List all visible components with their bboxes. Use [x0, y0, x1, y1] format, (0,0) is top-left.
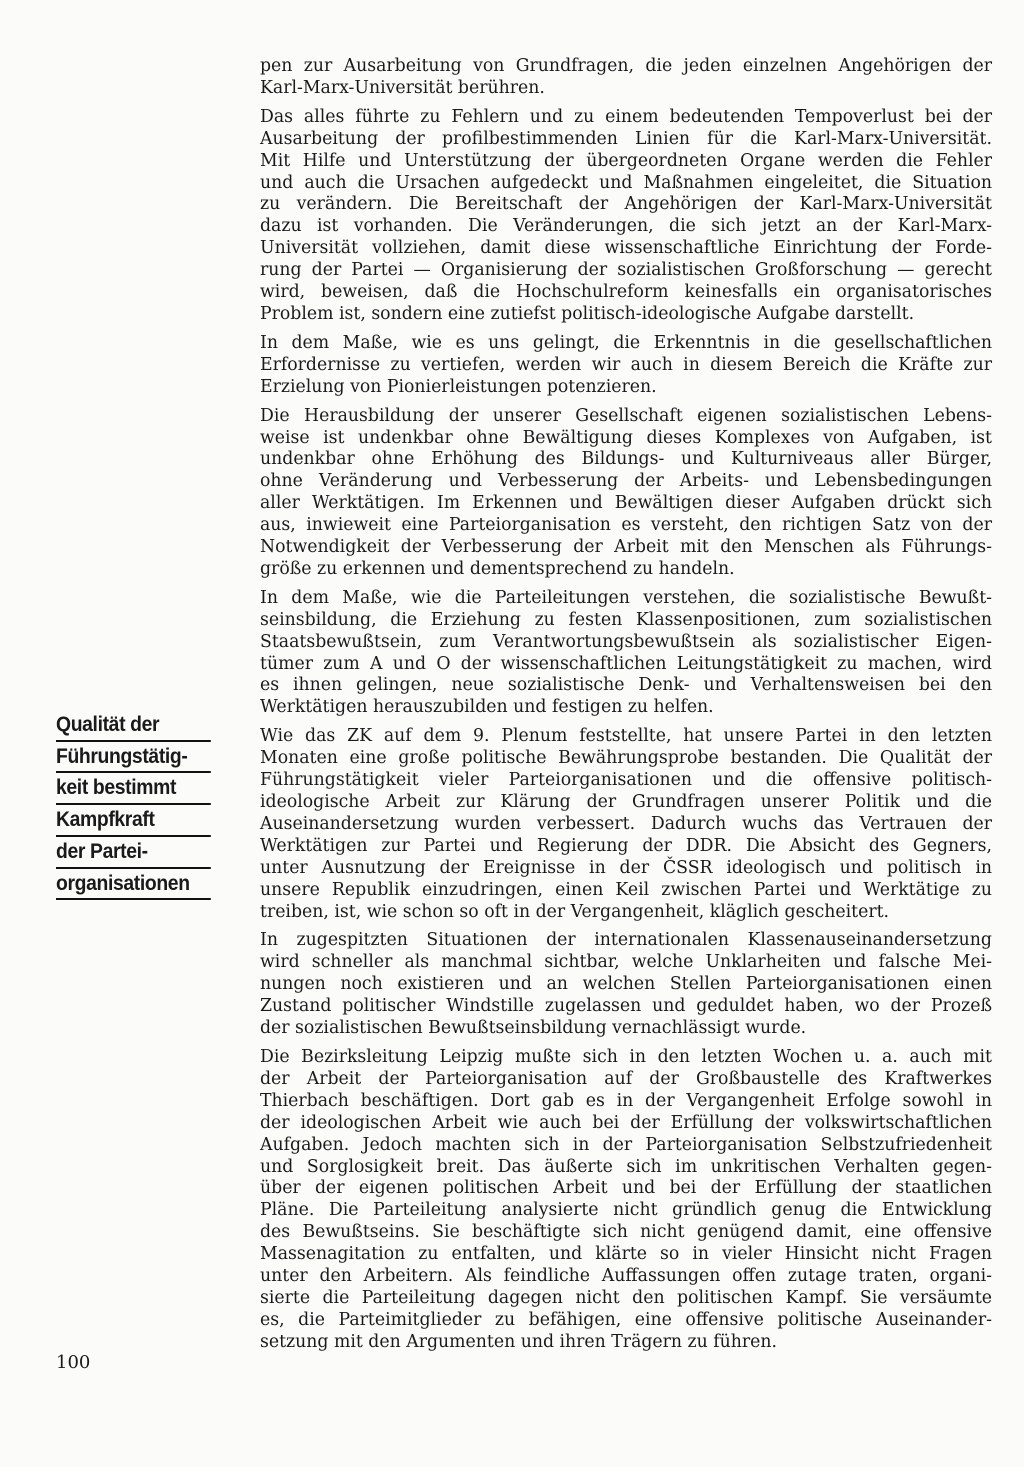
text-line: seinsbildung, die Erziehung zu festen Klassenpositionen, zum sozialistischen [260, 609, 992, 630]
text-line: Massenagitation zu entfalten, und klärte so in vieler Hinsicht nicht Fragen [260, 1244, 992, 1265]
text-line: Das alles führte zu Fehlern und zu einem bedeutenden Tempoverlust bei der [260, 106, 992, 127]
text-line: Pläne. Die Parteileitung analysierte nicht gründlich genug die Entwicklung [260, 1200, 992, 1221]
text-line: Die Bezirksleitung Leipzig mußte sich in den letzten Wochen u. a. auch mit [260, 1046, 992, 1067]
text-line: Staatsbewußtsein, zum Verantwortungsbewußtsein als sozialistischer Eigen- [260, 631, 992, 652]
text-line: Wie das ZK auf dem 9. Plenum feststellte, hat unsere Partei in den letzten [260, 726, 992, 747]
paragraph [260, 333, 992, 399]
text-line: Monaten eine große politische Bewährungsprobe bestanden. Die Qualität der [260, 748, 992, 769]
margin-heading-line: organisationen [56, 869, 211, 901]
text-line: Die Herausbildung der unserer Gesellschaft eigenen sozialistischen Lebens- [260, 405, 992, 426]
margin-heading-line: Kampfkraft [56, 805, 211, 837]
text-line: Werktätigen herauszubilden und festigen zu helfen. [260, 697, 714, 718]
text-line: Karl-Marx-Universität berühren. [260, 77, 545, 98]
text-line: aller Werktätigen. Im Erkennen und Bewältigen dieser Aufgaben drückt sich [260, 493, 992, 514]
text-line: Universität vollziehen, damit diese wissenschaftliche Einrichtung der Forde- [260, 238, 992, 259]
text-line: Erfordernisse zu vertiefen, werden wir auch in diesem Bereich die Kräfte zur [260, 354, 992, 375]
text-line: Ausarbeitung der profilbestimmenden Linien für die Karl-Marx-Universität. [260, 128, 992, 149]
text-line: tümer zum A und O der wissenschaftlichen Leitungstätigkeit zu machen, wird [260, 653, 992, 674]
text-line: über der eigenen politischen Arbeit und bei der Erfüllung der staatlichen [260, 1178, 992, 1199]
paragraph [260, 56, 992, 100]
text-line: Führungstätigkeit vieler Parteiorganisationen und die offensive politisch- [260, 770, 992, 791]
text-line: zu verändern. Die Bereitschaft der Angehörigen der Karl-Marx-Universität [260, 194, 992, 215]
text-line: und Sorglosigkeit breit. Das äußerte sich im unkritischen Verhalten gegen- [260, 1156, 992, 1177]
paragraph [260, 1047, 992, 1354]
text-line: Notwendigkeit der Verbesserung der Arbeit mit den Menschen als Führungs- [260, 537, 992, 558]
text-line: Auseinandersetzung wurden verbessert. Dadurch wuchs das Vertrauen der [260, 813, 992, 834]
text-line: rung der Partei — Organisierung der sozialistischen Großforschung — gerecht [260, 260, 992, 281]
text-line: In zugespitzten Situationen der internationalen Klassenauseinandersetzung [260, 930, 992, 951]
text-line: aus, inwieweit eine Parteiorganisation es versteht, den richtigen Satz von der [260, 515, 992, 536]
text-line: und auch die Ursachen aufgedeckt und Maßnahmen eingeleitet, die Situation [260, 172, 992, 193]
text-line: unsere Republik einzudringen, einen Keil zwischen Partei und Werktätige zu [260, 879, 992, 900]
text-line: wird schneller als manchmal sichtbar, welche Unklarheiten und falsche Mei- [260, 952, 992, 973]
text-line: der Arbeit der Parteiorganisation auf der Großbaustelle des Kraftwerkes [260, 1068, 992, 1089]
text-line: wird, beweisen, daß die Hochschulreform keinesfalls ein organisatorisches [260, 282, 992, 303]
text-line: Problem ist, sondern eine zutiefst politisch-ideologische Aufgabe darstellt. [260, 303, 915, 324]
text-line: Zustand politischer Windstille zugelassen und geduldet haben, wo der Prozeß [260, 996, 992, 1017]
text-line: Erzielung von Pionierleistungen potenzieren. [260, 376, 657, 397]
text-line: ideologische Arbeit zur Klärung der Grundfragen unserer Politik und die [260, 792, 992, 812]
text-line: es ihnen gelingen, neue sozialistische Denk- und Verhaltensweisen bei den [260, 675, 992, 696]
paragraph [260, 588, 992, 719]
paragraph [260, 107, 992, 326]
text-line: unter den Arbeitern. Als feindliche Auffassungen offen zutage traten, organi- [260, 1266, 992, 1287]
text-line: Aufgaben. Jedoch machten sich in der Parteiorganisation Selbstzufriedenheit [260, 1134, 992, 1155]
text-line: undenkbar ohne Erhöhung des Bildungs- und Kulturniveaus aller Bürger, [260, 449, 992, 470]
text-line: Mit Hilfe und Unterstützung der übergeordneten Organe werden die Fehler [260, 150, 992, 171]
text-line: dazu ist vorhanden. Die Veränderungen, die sich jetzt an der Karl-Marx- [260, 216, 992, 237]
text-line: Werktätigen zur Partei und Regierung der DDR. Die Absicht des Gegners, [260, 835, 992, 856]
text-line: nungen noch existieren und an welchen Stellen Parteiorganisationen einen [260, 974, 992, 995]
body-text [260, 56, 992, 1361]
text-line: sierte die Parteileitung dagegen nicht den politischen Kampf. Sie versäumte [260, 1287, 992, 1308]
text-line: Thierbach beschäftigen. Dort gab es in der Vergangenheit Erfolge sowohl in [260, 1090, 992, 1111]
text-line: größe zu erkennen und dementsprechend zu handeln. [260, 558, 735, 579]
text-line: In dem Maße, wie es uns gelingt, die Erkenntnis in die gesellschaftlichen [260, 332, 992, 353]
text-line: treiben, ist, wie schon so oft in der Vergangenheit, kläglich gescheitert. [260, 901, 890, 922]
paragraph [260, 406, 992, 581]
text-line: weise ist undenkbar ohne Bewältigung dieses Komplexes von Aufgaben, ist [260, 427, 992, 448]
paragraph [260, 930, 992, 1040]
text-line: des Bewußtseins. Sie beschäftigte sich nicht genügend damit, eine offensive [260, 1222, 992, 1243]
margin-heading-line: Führungstätig- [56, 742, 211, 774]
text-line: ohne Veränderung und Verbesserung der Arbeits- und Lebensbedingungen [260, 471, 992, 492]
text-line: der ideologischen Arbeit wie auch bei der Erfüllung der volkswirtschaftlichen [260, 1112, 992, 1133]
text-line: setzung mit den Argumenten und ihren Trägern zu führen. [260, 1331, 778, 1352]
page-number: 100 [56, 1352, 91, 1373]
margin-heading-line: der Partei- [56, 837, 211, 869]
margin-heading [56, 710, 211, 900]
paragraph [260, 726, 992, 923]
text-line: es, die Parteimitglieder zu befähigen, eine offensive politische Auseinander- [260, 1309, 992, 1330]
margin-heading-line: keit bestimmt [56, 773, 211, 805]
text-line: In dem Maße, wie die Parteileitungen verstehen, die sozialistische Bewußt- [260, 587, 992, 608]
text-line: pen zur Ausarbeitung von Grundfragen, die jeden einzelnen Angehörigen der [260, 56, 992, 76]
margin-heading-line: Qualität der [56, 710, 211, 742]
text-line: der sozialistischen Bewußtseinsbildung vernachlässigt wurde. [260, 1018, 807, 1039]
text-line: unter Ausnutzung der Ereignisse in der ČSSR ideologisch und politisch in [260, 857, 992, 878]
